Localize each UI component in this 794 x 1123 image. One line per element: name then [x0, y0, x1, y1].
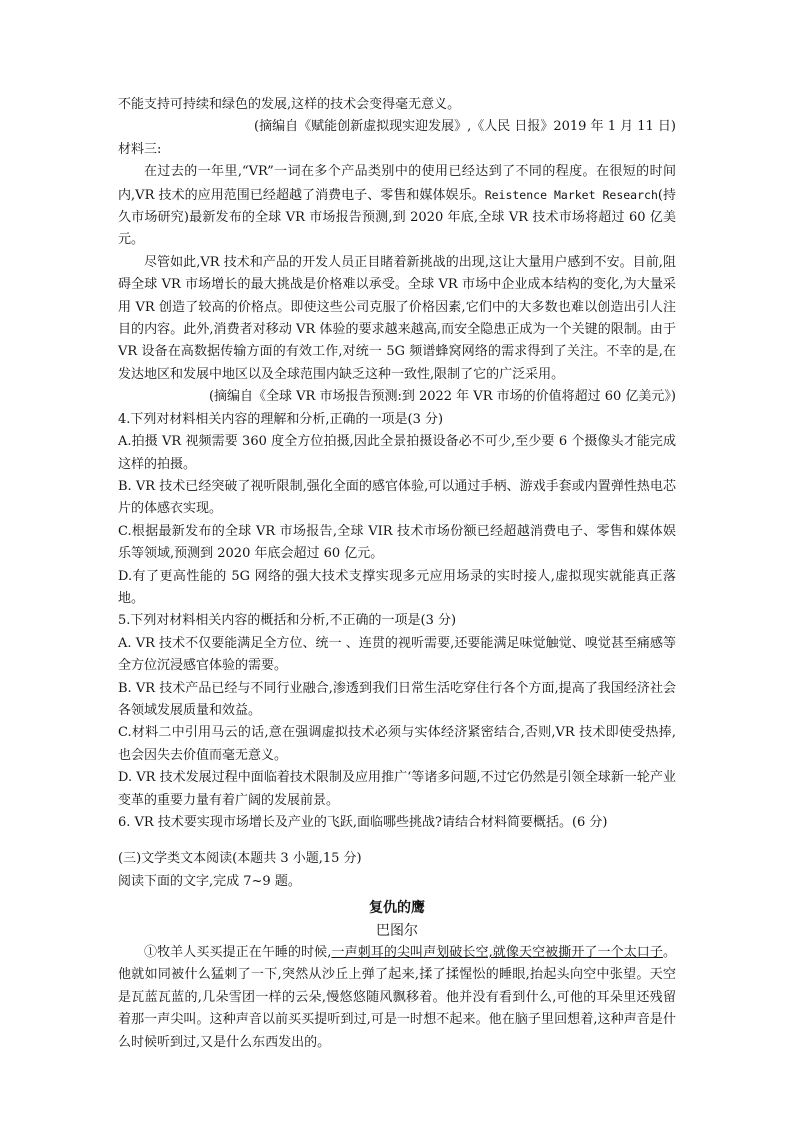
- question-5-option-b: B. VR 技术产品已经与不同行业融合,渗透到我们日常生活吃穿住行各个方面,提高了我国经济社会各领域发展质量和效益。: [118, 680, 676, 718]
- question-4-option-a: A.拍摄 VR 视频需要 360 度全方位拍摄,因此全景拍摄设备必不可少,至少要 6 个摄像头才能完成这样的拍摄。: [118, 434, 676, 472]
- paragraph-material-3-1: [118, 161, 676, 252]
- underlined-sentence: 一声刺耳的尖叫声划破长空,就像天空被撕开了一个太口子: [331, 945, 663, 961]
- material-heading: 材料三:: [118, 141, 162, 157]
- question-5-option-a: A. VR 技术不仅要能满足全方位、统一 、连贯的视听需要,还要能满足味觉触觉、嗅觉甚至痛感等全方位沉浸感官体验的需要。: [118, 635, 676, 674]
- paragraph-text: 。他就如同被什么猛刺了一下,突然从沙丘上弹了起来,揉了揉惺忪的睡眼,抬起头向空中张望。天空是瓦蓝瓦蓝的,几朵雪团一样的云朵,慢悠悠随风飘移着。他并没有看到什么,可他的耳朵里还残留着那一声尖叫。这种声音以前买买提听到过,可是一时想不起来。他在脑子里回想着,这种声音是什么时候听到过,又是什么东西发出的。: [118, 945, 676, 1050]
- question-5-option-c: C.材料二中引用马云的话,意在强调虚拟技术必须与实体经济紧密结合,否则,VR 技术即使受热捧,也会因失去价值而毫无意义。: [118, 725, 676, 763]
- source-citation: (摘编自《全球 VR 市场报告预测:到 2022 年 VR 市场的价值将超过 60 亿美元》): [208, 389, 676, 405]
- paragraph-text: 在过去的一年里,“VR”一词在多个产品类别中的使用已经达到了不同的程度。在很短的时间内,VR 技术的应用范围已经超越了消费电子、零售和媒体娱乐。: [118, 164, 676, 203]
- paragraph-text: ①牧羊人买买提正在午睡的时候,: [144, 945, 332, 961]
- question-4-option-b: B. VR 技术已经突破了视听限制,强化全面的感官体验,可以通过手柄、游戏手套或内置弹性热电芯片的体感衣实现。: [118, 478, 676, 517]
- question-5-option-d: D. VR 技术发展过程中面临着技术限制及应用推广‘等诸多问题,不过它仍然是引领全球新一轮产业变革的重要力量有着广阔的发展前景。: [118, 770, 676, 808]
- paragraph-text-latin: Reistence Market Research: [484, 187, 658, 202]
- story-author: 巴图尔: [376, 922, 418, 939]
- story-paragraph-1: [118, 942, 676, 1054]
- question-4: 4.下列对材料相关内容的理解和分析,正确的一项是(3 分): [118, 411, 444, 427]
- question-6: 6. VR 技术要实现市场增长及产业的飞跃,面临哪些挑战?请结合材料简要概括。(6 分): [118, 815, 608, 830]
- paragraph-material-3-2: 尽管如此,VR 技术和产品的开发人员正目睹着新挑战的出现,这让大量用户感到不安。目前,阻碍全球 VR 市场增长的最大挑战是价格难以承受。全球 VR 市场中企业成本结构的变化,为大量采用 VR 创造了较高的价格点。即使这些公司克服了价格因素,它们中的大多数也难以创造出引人注目的内容。此外,消费者对移动 VR 体验的要求越来越高,而安全隐患正成为一个关键的限制。由于 VR 设备在高数据传输方面的有效工作,对统一 5G 频谱蜂窝网络的需求得到了关注。不幸的是,在发达地区和发展中地区以及全球范围内缺乏这种一致性,限制了它的广泛采用。: [118, 254, 676, 382]
- question-4-option-d: D.有了更高性能的 5G 网络的强大技术支撑实现多元应用场录的实时接人,虚拟现实就能真正落地。: [118, 568, 676, 606]
- section-heading: (三)文学类文本阅读(本题共 3 小题,15 分): [118, 851, 362, 867]
- section-instruction: 阅读下面的文字,完成 7~9 题。: [118, 873, 301, 889]
- source-citation: (摘编自《赋能创新虚拟现实迎发展》,《人民 日报》2019 年 1 月 11 日): [254, 119, 676, 135]
- document-page: [118, 94, 676, 1054]
- paragraph-text: (持久市场研究)最新发布的全球 VR 市场报告预测,到 2020 年底,全球 VR 技术市场将超过 60 亿美元。: [118, 187, 676, 248]
- text-line: 不能支持可持续和绿色的发展,这样的技术会变得毫无意义。: [118, 97, 461, 112]
- story-title: 复仇的鹰: [369, 900, 425, 917]
- question-4-option-c: C.根据最新发布的全球 VR 市场报告,全球 VIR 技术市场份额已经超越消费电子、零售和媒体娱乐等领域,预测到 2020 年底会超过 60 亿元。: [118, 523, 676, 562]
- question-5: 5.下列对材料相关内容的概括和分析,不正确的一项是(3 分): [118, 613, 457, 629]
